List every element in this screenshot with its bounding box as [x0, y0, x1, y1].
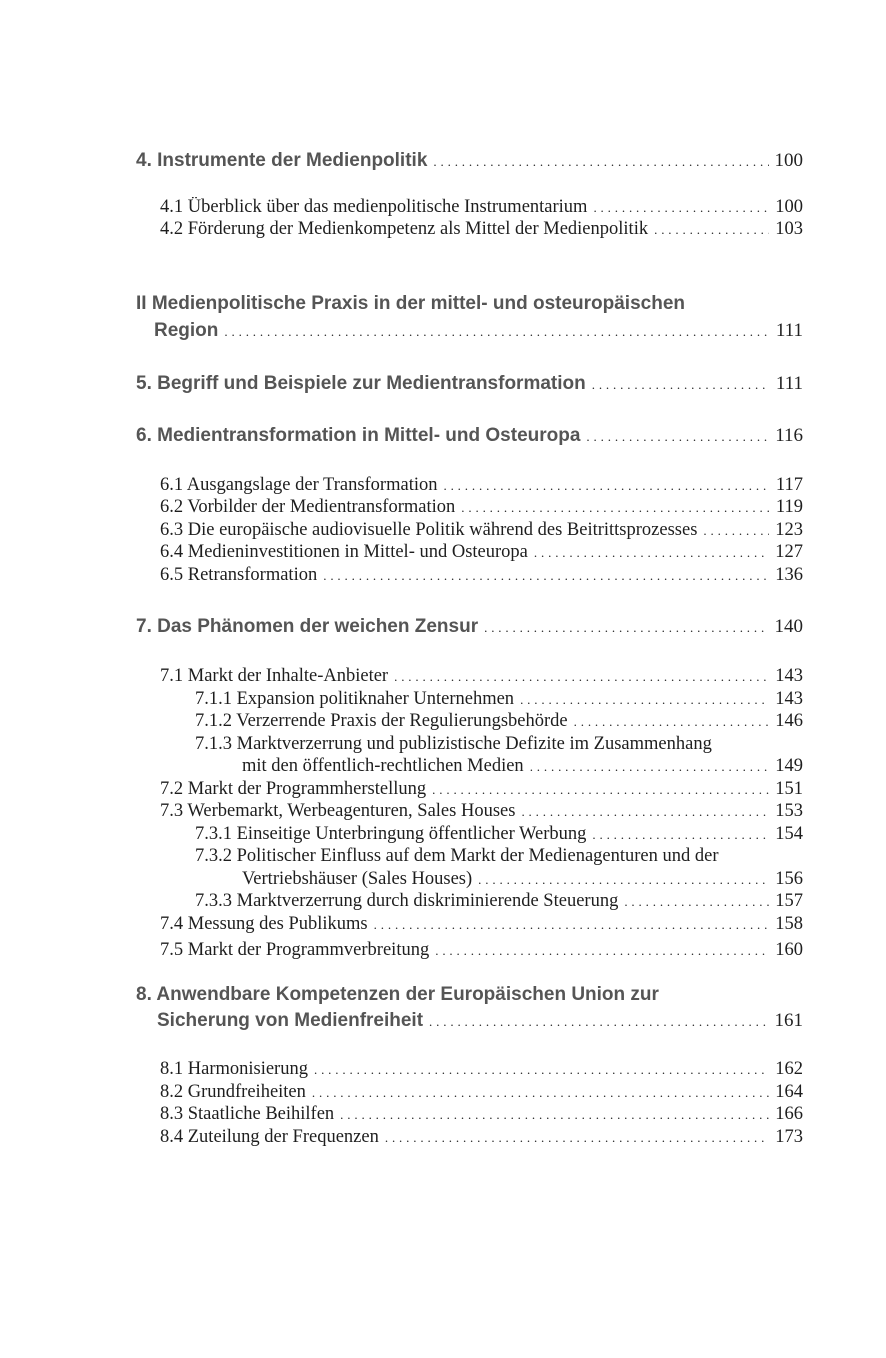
leader-dots [435, 943, 769, 959]
leader-dots [323, 568, 769, 584]
leader-dots [586, 429, 769, 445]
toc-entry-page: 119 [775, 497, 803, 517]
leader-dots [394, 669, 769, 685]
leader-dots [530, 759, 770, 775]
toc-entry-page: 143 [775, 689, 803, 709]
toc-entry-chapter[interactable] [136, 616, 803, 638]
toc-entry-label: 6.3 Die europäische audiovisuelle Politik während des Beitrittsprozesses [160, 520, 698, 540]
leader-dots [314, 1062, 769, 1078]
toc-entry-subsection[interactable] [195, 689, 803, 710]
leader-dots [592, 377, 770, 393]
toc-entry-label: 7.3.1 Einseitige Unterbringung öffentlicher Werbung [195, 824, 587, 844]
leader-dots [654, 222, 769, 238]
toc-entry-page: 153 [775, 801, 803, 821]
leader-dots [592, 827, 769, 843]
leader-dots [461, 500, 770, 516]
toc-entry-label: 6.4 Medieninvestitionen in Mittel- und Osteuropa [160, 542, 528, 562]
toc-entry-subsection[interactable] [242, 869, 803, 890]
toc-entry-page: 111 [775, 320, 803, 341]
toc-entry-page: 149 [775, 756, 803, 776]
toc-entry-label: 6.1 Ausgangslage der Transformation [160, 475, 438, 495]
toc-entry-page: 117 [775, 475, 803, 495]
leader-dots [340, 1107, 769, 1123]
toc-entry-section[interactable] [160, 520, 803, 541]
toc-entry-section[interactable] [160, 219, 803, 240]
toc-entry-page: 146 [775, 711, 803, 731]
leader-dots [534, 545, 769, 561]
toc-entry-page: 151 [775, 779, 803, 799]
leader-dots [520, 692, 769, 708]
toc-entry-subsection-line1[interactable]: 7.3.2 Politischer Einfluss auf dem Markt der Medienagenturen und der [195, 846, 719, 866]
toc-entry-page: 111 [775, 373, 803, 394]
leader-dots [374, 917, 770, 933]
toc-entry-page: 173 [775, 1127, 803, 1147]
leader-dots [312, 1085, 769, 1101]
toc-entry-page: 162 [775, 1059, 803, 1079]
toc-entry-label: 7.1.1 Expansion politiknaher Unternehmen [195, 689, 515, 709]
toc-entry-chapter[interactable] [136, 373, 803, 395]
toc-entry-label: 7.5 Markt der Programmverbreitung [160, 940, 430, 960]
toc-entry-label: 6.5 Retransformation [160, 565, 318, 585]
toc-entry-label: 7.2 Markt der Programmherstellung [160, 779, 427, 799]
leader-dots [703, 523, 769, 539]
toc-entry-page: 156 [775, 869, 803, 889]
leader-dots [478, 872, 769, 888]
leader-dots [574, 714, 770, 730]
toc-entry-section[interactable] [160, 1104, 803, 1125]
toc-entry-section[interactable] [160, 1059, 803, 1080]
toc-entry-label: 7.1.2 Verzerrende Praxis der Regulierungsbehörde [195, 711, 568, 731]
toc-entry-part[interactable] [154, 320, 803, 342]
toc-entry-part-line1[interactable]: II Medienpolitische Praxis in der mittel- und osteuropäischen [136, 293, 685, 314]
leader-dots [593, 200, 769, 216]
toc-entry-label: Vertriebshäuser (Sales Houses) [242, 869, 473, 889]
toc-entry-label: Region [154, 320, 219, 341]
toc-entry-page: 160 [775, 940, 803, 960]
leader-dots [224, 324, 770, 340]
toc-entry-section[interactable] [160, 1082, 803, 1103]
leader-dots [521, 804, 769, 820]
toc-entry-page: 161 [774, 1010, 803, 1031]
toc-entry-section[interactable] [160, 565, 803, 586]
toc-entry-label: 8.3 Staatliche Beihilfen [160, 1104, 335, 1124]
toc-entry-page: 103 [775, 219, 803, 239]
toc-entry-label: 8.4 Zuteilung der Frequenzen [160, 1127, 379, 1147]
toc-entry-page: 158 [775, 914, 803, 934]
toc-entry-label: 4. Instrumente der Medienpolitik [136, 150, 428, 171]
leader-dots [385, 1130, 769, 1146]
toc-entry-section[interactable] [160, 779, 803, 800]
leader-dots [433, 154, 768, 170]
leader-dots [484, 620, 768, 636]
toc-entry-label: 6.2 Vorbilder der Medientransformation [160, 497, 456, 517]
leader-dots [429, 1014, 768, 1030]
toc-entry-subsection[interactable] [195, 711, 803, 732]
leader-dots [624, 894, 769, 910]
toc-entry-label: Sicherung von Medienfreiheit [157, 1010, 424, 1031]
toc-entry-page: 127 [775, 542, 803, 562]
toc-entry-page: 140 [774, 616, 803, 637]
toc-entry-page: 116 [775, 425, 803, 446]
toc-entry-label: 5. Begriff und Beispiele zur Medientransformation [136, 373, 586, 394]
toc-entry-section[interactable] [160, 542, 803, 563]
toc-entry-label: mit den öffentlich-rechtlichen Medien [242, 756, 524, 776]
toc-entry-label: 6. Medientransformation in Mittel- und Osteuropa [136, 425, 581, 446]
toc-entry-page: 100 [774, 150, 803, 171]
toc-entry-chapter[interactable] [157, 1010, 803, 1032]
toc-entry-subsection[interactable] [242, 756, 803, 777]
toc-entry-label: 7.3.3 Marktverzerrung durch diskriminierende Steuerung [195, 891, 619, 911]
toc-entry-section[interactable] [160, 940, 803, 961]
toc-entry-section[interactable] [160, 1127, 803, 1148]
toc-entry-chapter[interactable] [136, 425, 803, 447]
toc-entry-chapter[interactable] [136, 150, 803, 172]
toc-entry-label: 8.2 Grundfreiheiten [160, 1082, 306, 1102]
toc-entry-label: 7.4 Messung des Publikums [160, 914, 368, 934]
toc-entry-page: 164 [775, 1082, 803, 1102]
toc-entry-page: 143 [775, 666, 803, 686]
toc-entry-label: 7. Das Phänomen der weichen Zensur [136, 616, 479, 637]
toc-entry-label: 4.2 Förderung der Medienkompetenz als Mittel der Medienpolitik [160, 219, 649, 239]
toc-entry-label: 7.3 Werbemarkt, Werbeagenturen, Sales Houses [160, 801, 516, 821]
toc-entry-page: 100 [775, 197, 803, 217]
toc-entry-section[interactable] [160, 497, 803, 518]
toc-entry-section[interactable] [160, 914, 803, 935]
toc-entry-page: 136 [775, 565, 803, 585]
toc-entry-label: 4.1 Überblick über das medienpolitische Instrumentarium [160, 197, 588, 217]
toc-entry-subsection-line1[interactable]: 7.1.3 Marktverzerrung und publizistische Defizite im Zusammenhang [195, 734, 712, 754]
toc-entry-page: 123 [775, 520, 803, 540]
toc-entry-page: 166 [775, 1104, 803, 1124]
toc-entry-chapter-line1[interactable]: 8. Anwendbare Kompetenzen der Europäischen Union zur [136, 984, 659, 1005]
toc-entry-label: 8.1 Harmonisierung [160, 1059, 308, 1079]
toc-entry-section[interactable] [160, 197, 803, 218]
toc-entry-page: 157 [775, 891, 803, 911]
toc-entry-label: 7.1 Markt der Inhalte-Anbieter [160, 666, 389, 686]
toc-entry-section[interactable] [160, 801, 803, 822]
toc-entry-section[interactable] [160, 475, 803, 496]
toc-entry-section[interactable] [160, 666, 803, 687]
leader-dots [432, 782, 769, 798]
toc-entry-subsection[interactable] [195, 891, 803, 912]
toc-entry-page: 154 [775, 824, 803, 844]
toc-entry-subsection[interactable] [195, 824, 803, 845]
leader-dots [443, 478, 769, 494]
